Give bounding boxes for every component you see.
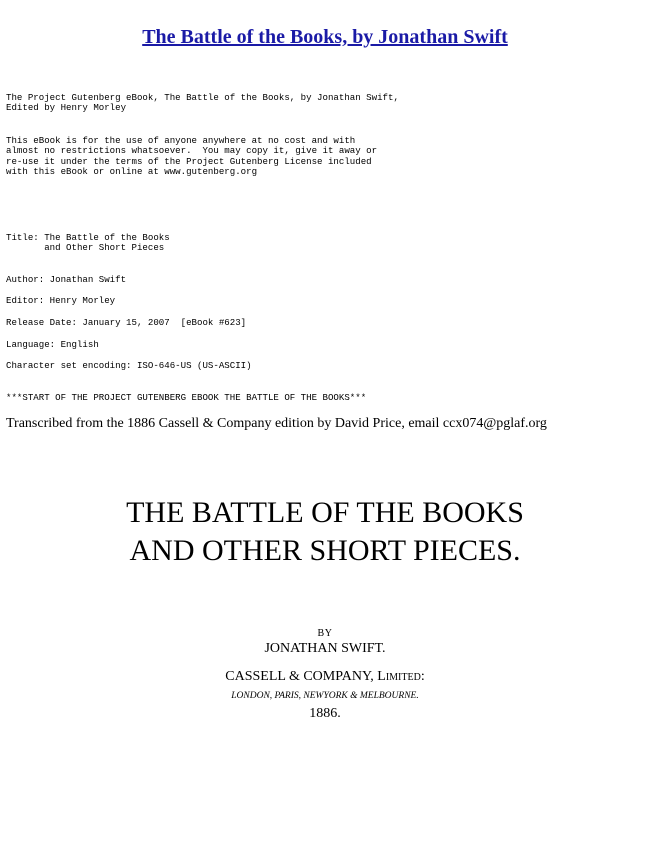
book-title xyxy=(0,494,650,570)
license-notice: This eBook is for the use of anyone anywhere at no cost and with almost no restrictions whatsoever. You may copy it, give it away or re-use it under the terms of the Project Gutenberg License included with this eBook or online at www.gutenberg.org xyxy=(6,135,378,178)
publisher-colon: : xyxy=(420,669,425,684)
gutenberg-intro: The Project Gutenberg eBook, The Battle of the Books, by Jonathan Swift, Edited by Henry Morley xyxy=(6,92,399,114)
release-date-field: Release Date: January 15, 2007 [eBook #623] xyxy=(6,317,247,328)
author-name: JONATHAN SWIFT. xyxy=(264,641,386,656)
author-field: Author: Jonathan Swift xyxy=(6,274,127,285)
book-title-line-1: THE BATTLE OF THE BOOKS xyxy=(126,496,524,529)
publisher-limited: IMITED xyxy=(385,672,421,683)
by-label: BY xyxy=(317,628,333,639)
publisher-places: LONDON, PARIS, NEWYORK & MELBOURNE. xyxy=(231,691,419,701)
encoding-field: Character set encoding: ISO-646-US (US-ASCII) xyxy=(6,360,252,371)
title-link[interactable]: The Battle of the Books, by Jonathan Swift xyxy=(142,26,508,48)
title-field: Title: The Battle of the Books and Other Short Pieces xyxy=(6,232,170,254)
publisher-name: CASSELL & COMPANY, L xyxy=(225,669,386,684)
book-title-line-2: AND OTHER SHORT PIECES. xyxy=(129,534,521,567)
publication-year: 1886. xyxy=(309,706,341,721)
language-field: Language: English xyxy=(6,339,99,350)
editor-field: Editor: Henry Morley xyxy=(6,295,116,306)
transcription-note: Transcribed from the 1886 Cassell & Company edition by David Price, email ccx074@pglaf.org xyxy=(6,416,547,431)
publisher xyxy=(0,669,650,685)
start-marker: ***START OF THE PROJECT GUTENBERG EBOOK THE BATTLE OF THE BOOKS*** xyxy=(6,392,367,403)
